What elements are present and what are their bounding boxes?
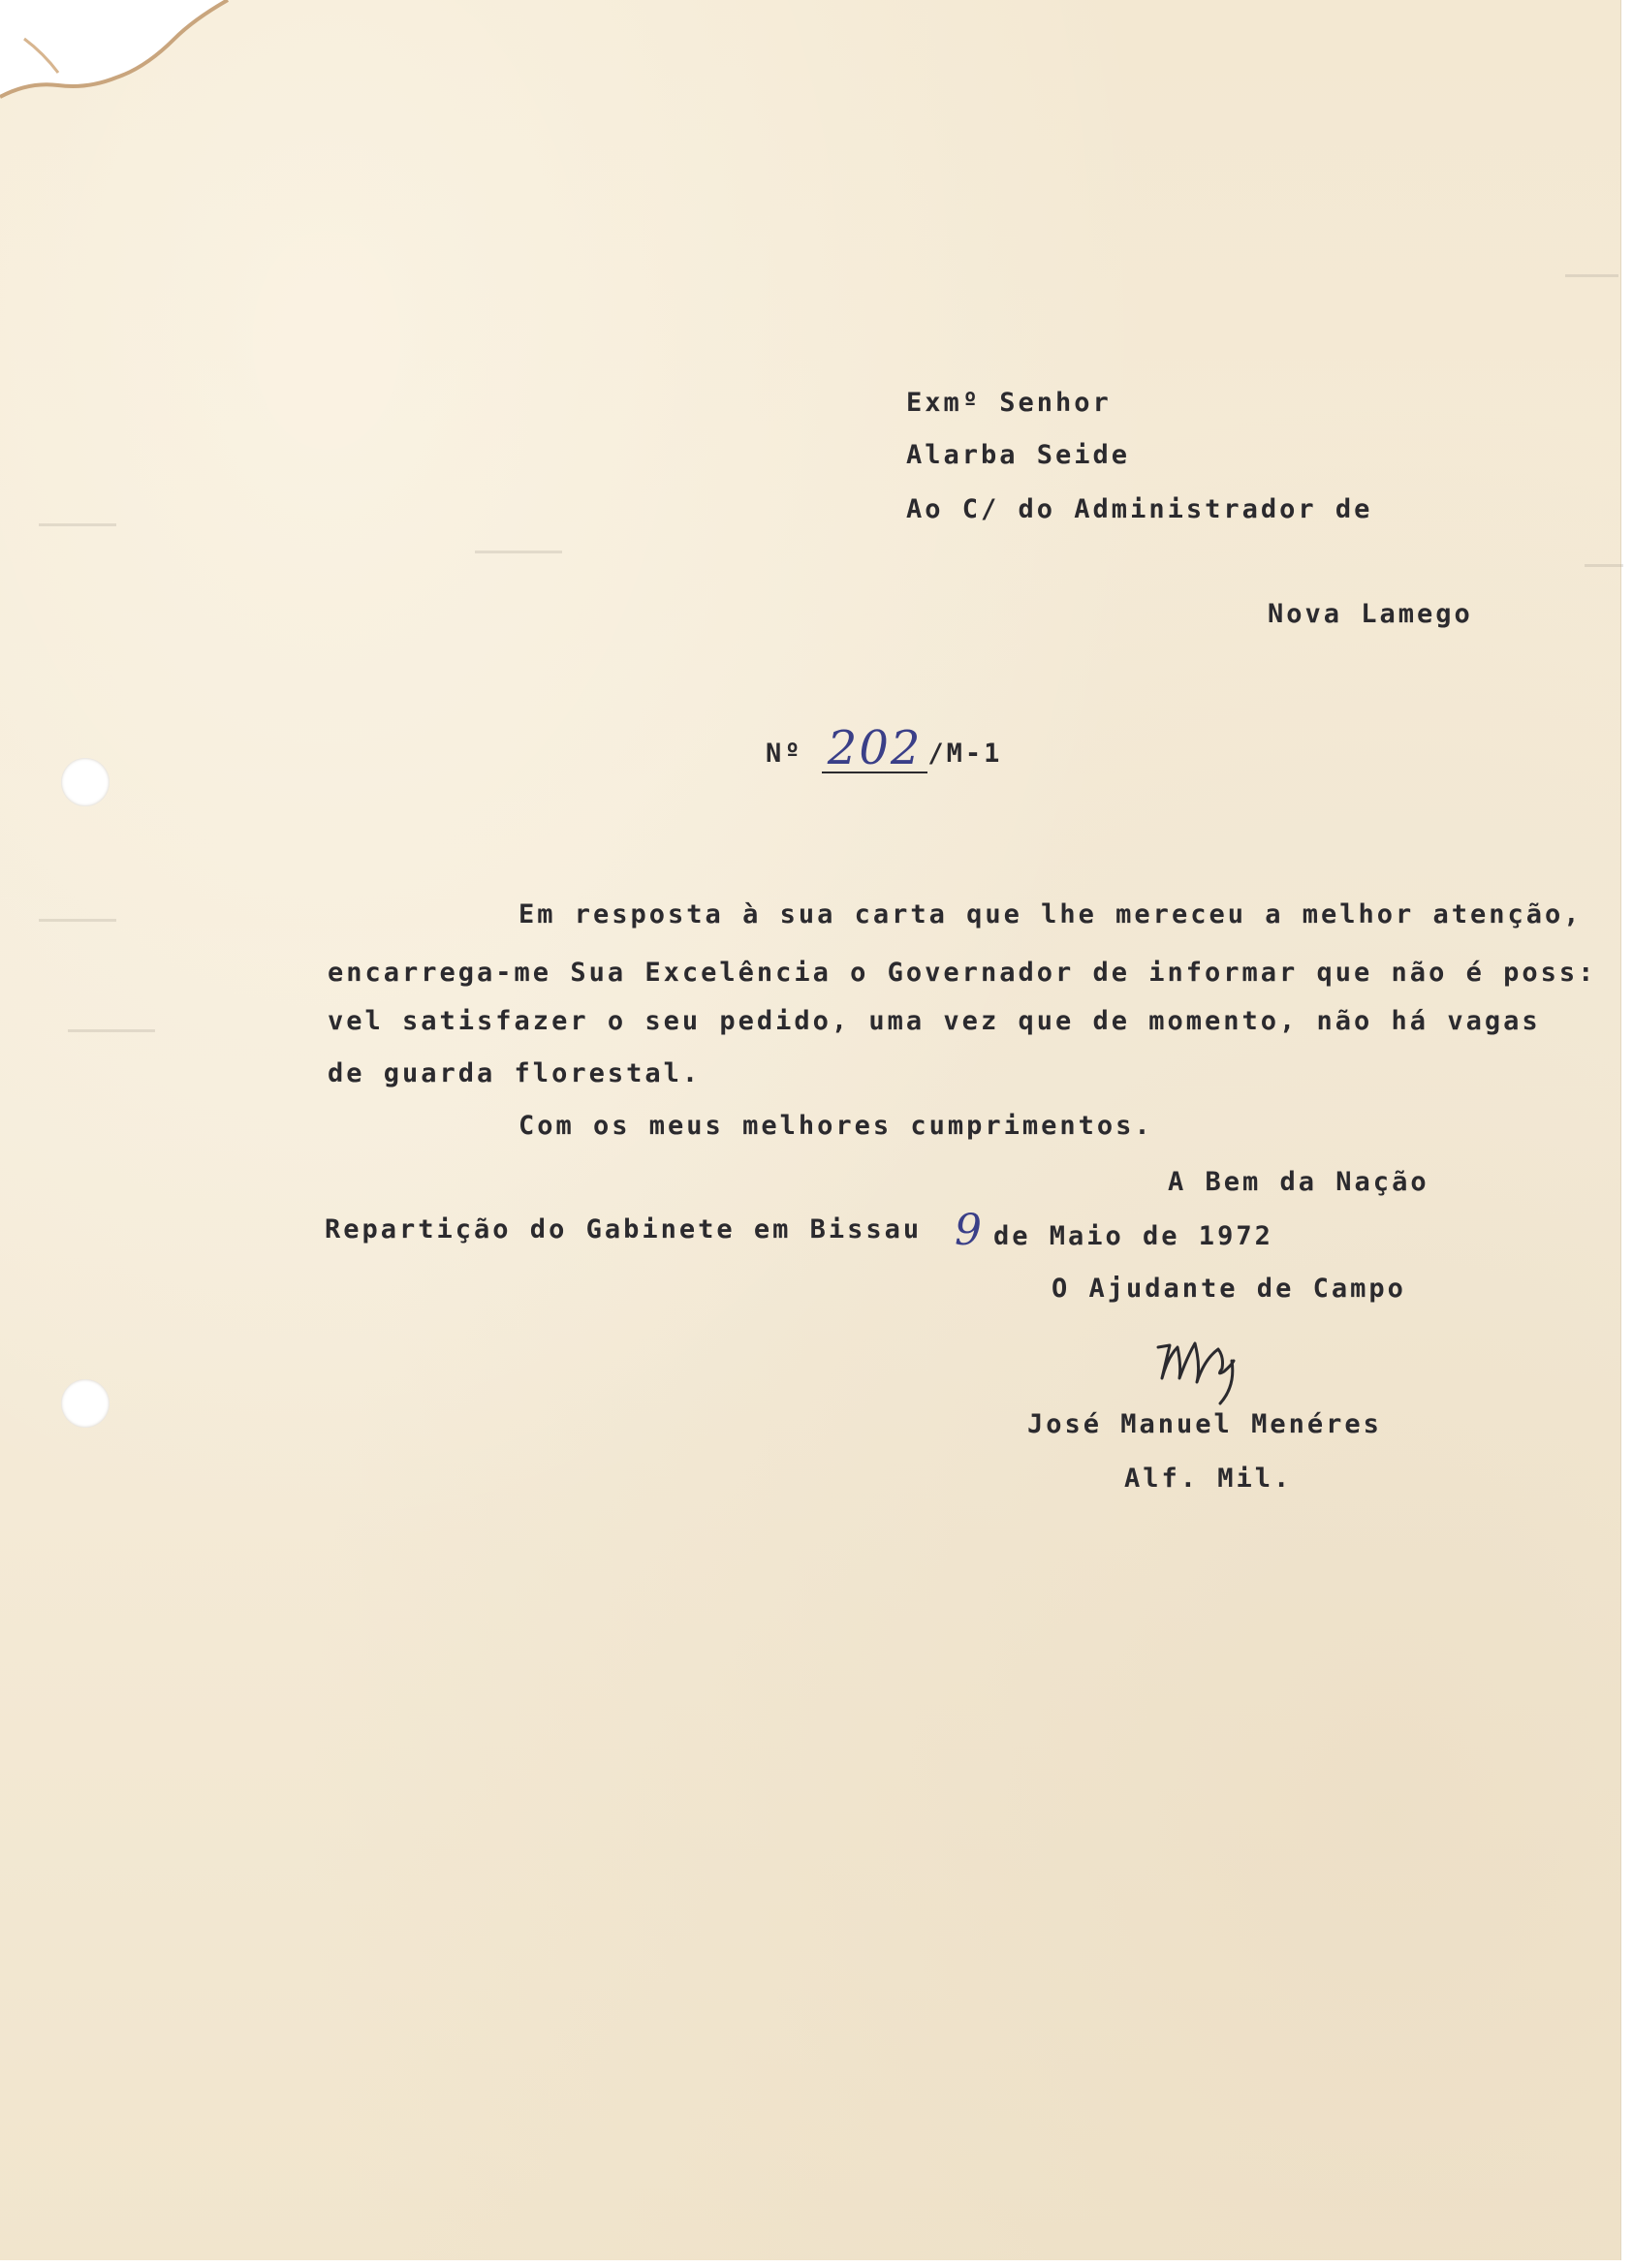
signer-name: José Manuel Menéres (1027, 1409, 1382, 1439)
reference-prefix: Nº (766, 739, 803, 769)
body-line: Em resposta à sua carta que lhe mereceu a melhor atenção, (518, 899, 1583, 929)
faint-mark (39, 919, 116, 922)
handwritten-signature (1148, 1318, 1284, 1405)
place-and-date-after: de Maio de 1972 (993, 1221, 1273, 1251)
reference-handwritten-number: 202 (822, 725, 928, 773)
recipient-care-of: Ao C/ do Administrador de (906, 494, 1373, 524)
page-edge-bottom (0, 2260, 1633, 2268)
body-line: encarrega-me Sua Excelência o Governador de informar que não é poss: (328, 958, 1597, 988)
recipient-name: Alarba Seide (906, 440, 1131, 470)
motto: A Bem da Nação (1168, 1167, 1429, 1197)
closing-line: Com os meus melhores cumprimentos. (518, 1111, 1153, 1141)
signer-rank: Alf. Mil. (1124, 1464, 1293, 1494)
handwritten-day: 9 (955, 1206, 982, 1255)
torn-corner (0, 0, 233, 107)
punch-hole-top (61, 758, 110, 806)
faint-mark (475, 551, 562, 553)
reference-number (766, 721, 1003, 775)
recipient-salutation: Exmº Senhor (906, 388, 1112, 418)
reference-suffix: /M-1 (927, 739, 1003, 769)
place-and-date-before: Repartição do Gabinete em Bissau (325, 1214, 923, 1244)
faint-mark (1565, 274, 1618, 277)
faint-mark (1585, 564, 1623, 567)
body-line: de guarda florestal. (328, 1058, 702, 1088)
body-line: vel satisfazer o seu pedido, uma vez que de momento, não há vagas (328, 1006, 1541, 1036)
page-edge-right (1620, 0, 1633, 2268)
faint-mark (39, 523, 116, 526)
faint-mark (68, 1029, 155, 1032)
punch-hole-bottom (61, 1379, 110, 1428)
recipient-location: Nova Lamego (1268, 599, 1473, 629)
signer-role: O Ajudante de Campo (1052, 1274, 1406, 1304)
